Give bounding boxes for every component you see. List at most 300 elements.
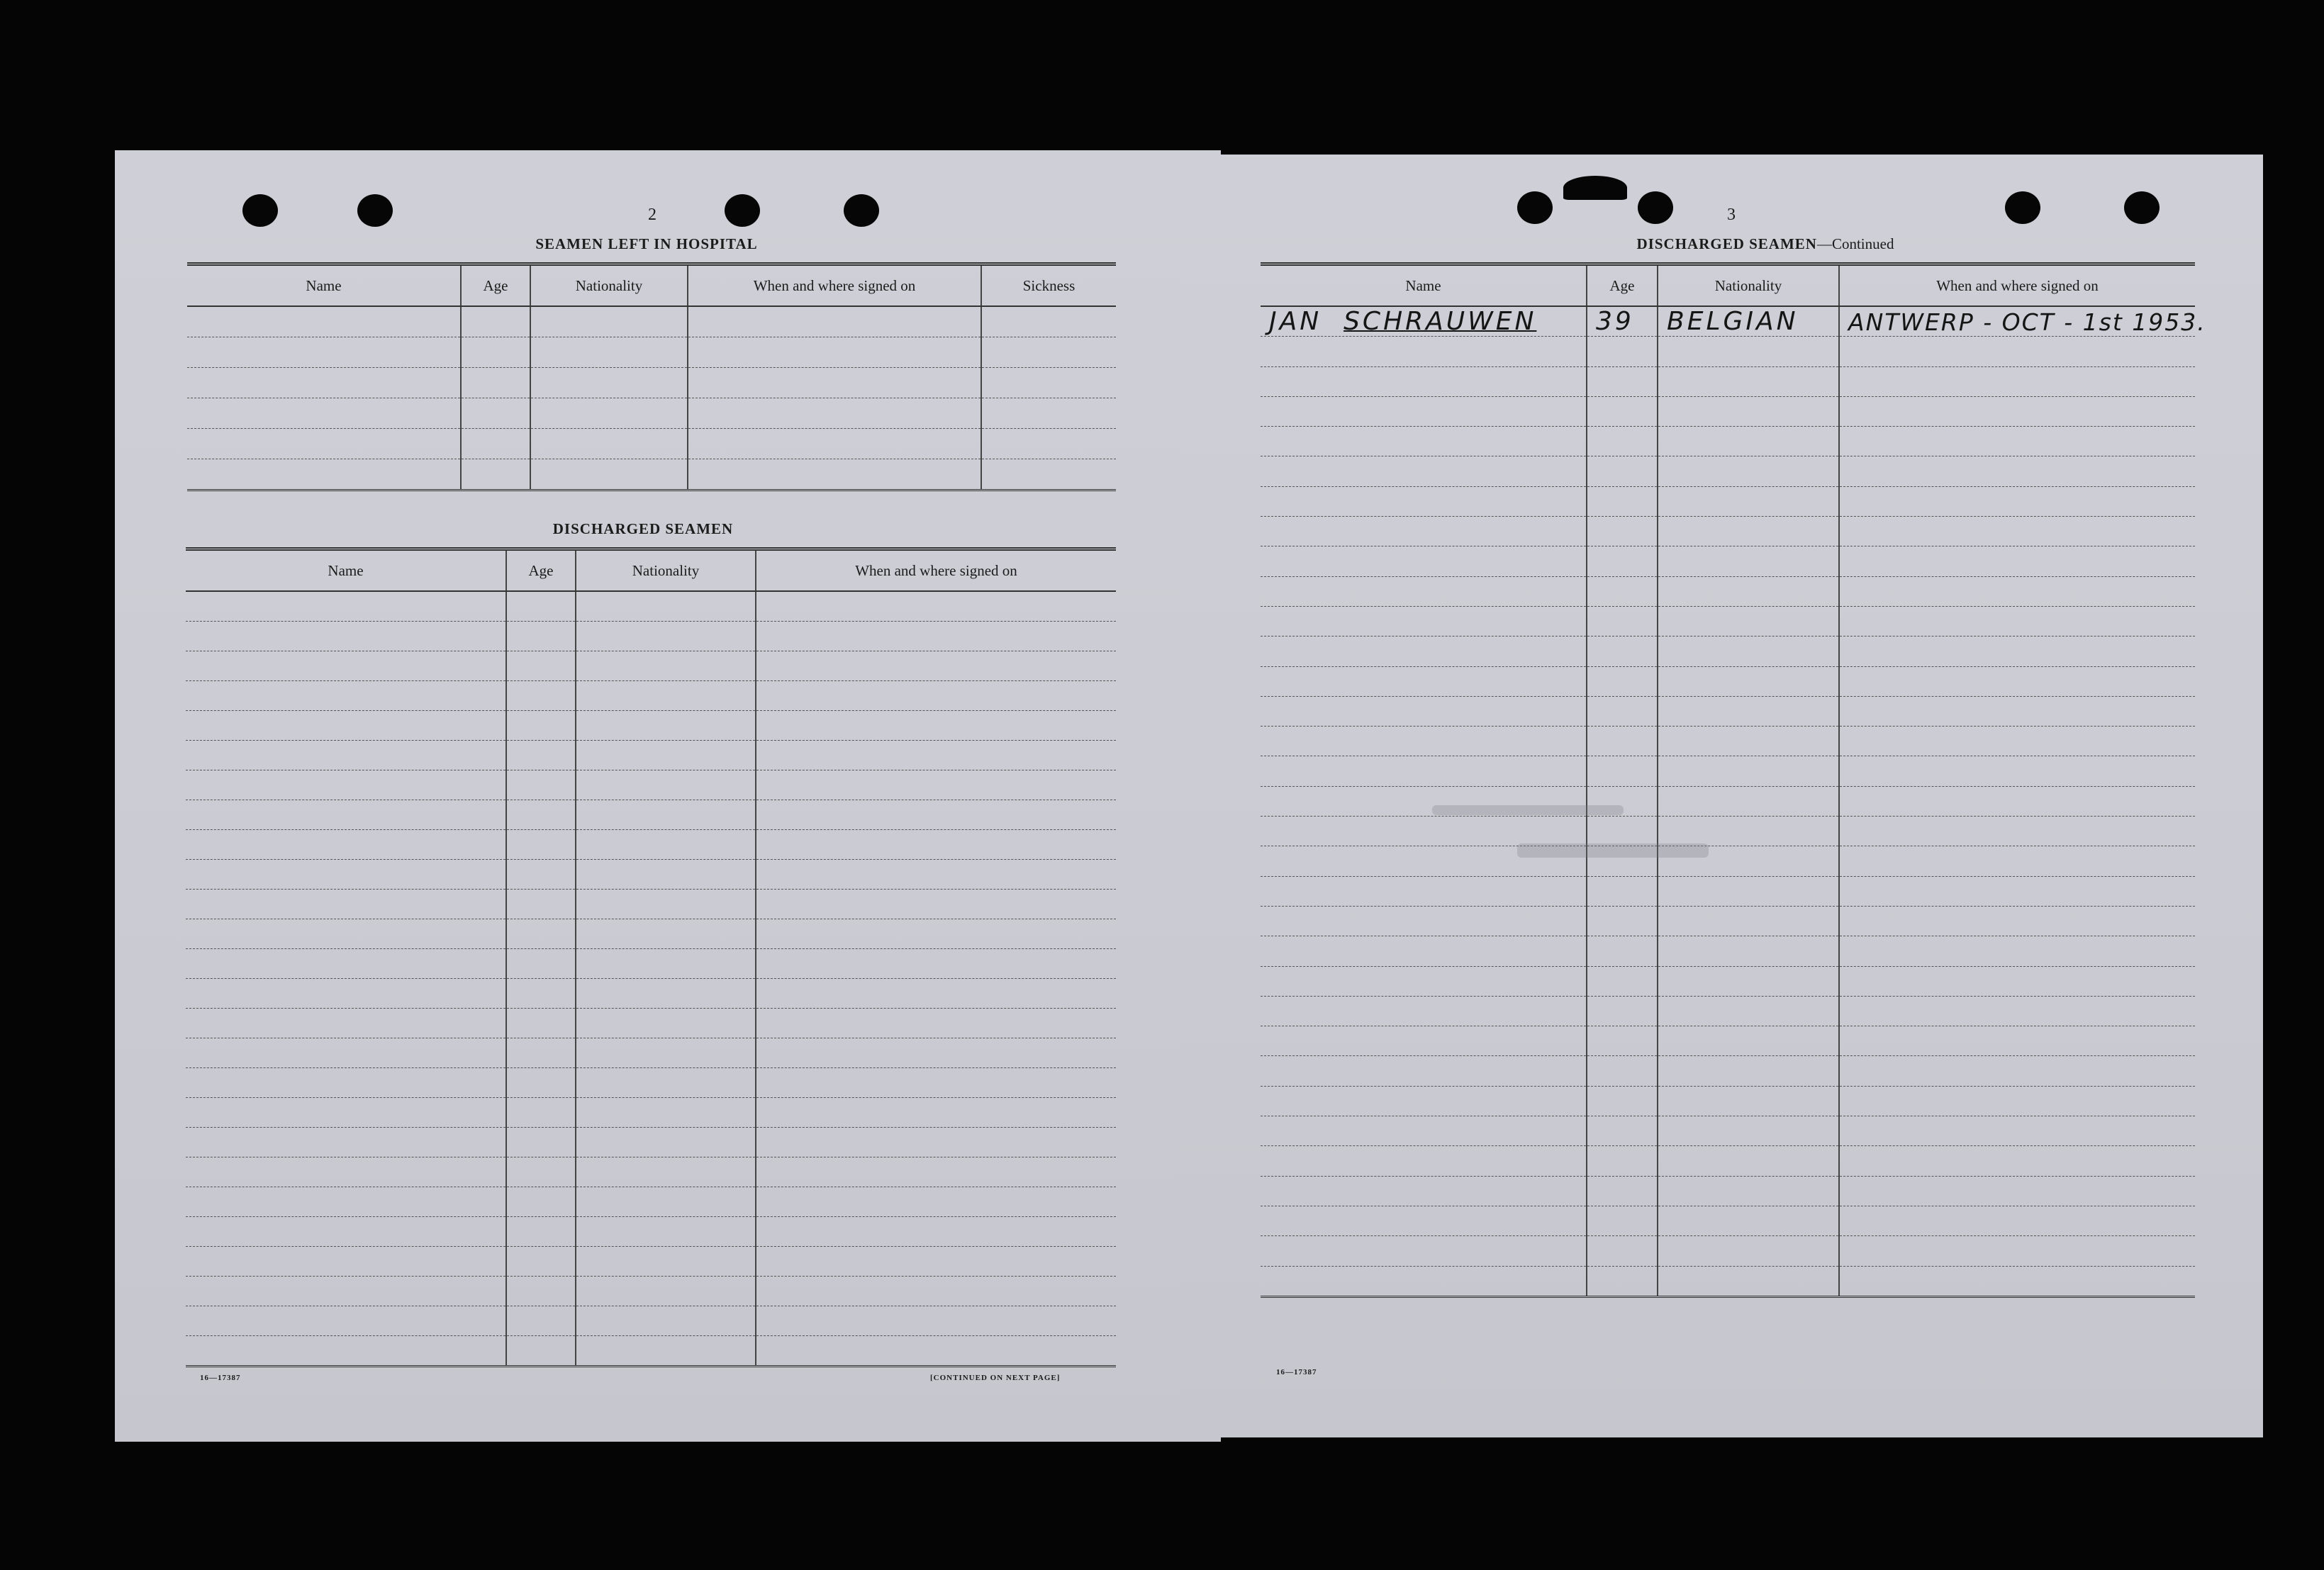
page-number: 3 — [1727, 206, 1736, 224]
table-cell — [756, 711, 1116, 741]
table-row — [186, 800, 1116, 830]
column-header-nationality: Nationality — [1658, 264, 1839, 307]
column-header-age: Age — [461, 264, 530, 307]
table-cell — [1261, 756, 1587, 786]
table-cell — [756, 591, 1116, 622]
table-cell — [576, 1336, 756, 1367]
table-cell — [1587, 666, 1658, 696]
table-cell — [1587, 396, 1658, 426]
table-cell — [1658, 936, 1839, 966]
table-row — [1261, 936, 2195, 966]
table-cell — [506, 800, 576, 830]
table-cell — [756, 979, 1116, 1009]
table-cell — [756, 1128, 1116, 1157]
table-row — [1261, 1086, 2195, 1116]
column-header-age: Age — [506, 549, 576, 592]
form-number: 16—17387 — [200, 1374, 241, 1382]
table-cell — [1587, 546, 1658, 576]
table-cell — [1839, 756, 2195, 786]
discharged-table — [186, 547, 1116, 1367]
table-cell — [576, 1068, 756, 1098]
table-cell — [1839, 1026, 2195, 1056]
table-cell — [1261, 637, 1587, 666]
table-row — [1261, 517, 2195, 546]
punch-hole — [725, 194, 760, 227]
page-number: 2 — [648, 206, 657, 224]
table-row — [186, 860, 1116, 890]
table-cell — [1658, 486, 1839, 516]
table-cell — [756, 622, 1116, 651]
column-header-signed-on: When and where signed on — [1839, 264, 2195, 307]
table-row — [1261, 456, 2195, 486]
table-cell — [756, 1098, 1116, 1128]
table-cell — [576, 860, 756, 890]
table-cell — [1658, 1026, 1839, 1056]
table-cell — [1839, 906, 2195, 936]
column-header-name: Name — [1261, 264, 1587, 307]
table-row — [1261, 606, 2195, 636]
table-cell — [576, 1009, 756, 1038]
table-row — [1261, 1236, 2195, 1266]
table-cell — [576, 1217, 756, 1247]
section-title-main: DISCHARGED SEAMEN — [1636, 235, 1817, 252]
table-cell — [1587, 1206, 1658, 1235]
table-row — [1261, 396, 2195, 426]
table-cell — [1658, 606, 1839, 636]
table-cell — [756, 890, 1116, 919]
table-cell — [186, 1217, 506, 1247]
table-cell — [1839, 1206, 2195, 1235]
table-cell — [576, 979, 756, 1009]
table-cell — [1261, 576, 1587, 606]
table-row — [186, 1187, 1116, 1217]
table-row — [1261, 546, 2195, 576]
table-row — [1261, 576, 2195, 606]
table-cell — [1658, 546, 1839, 576]
table-cell — [1587, 996, 1658, 1026]
table-cell — [1658, 1266, 1839, 1296]
table-cell — [186, 1247, 506, 1277]
table-row — [1261, 637, 2195, 666]
column-header-sickness: Sickness — [981, 264, 1116, 307]
table-cell — [1658, 1056, 1839, 1086]
first-name: JAN — [1269, 307, 1322, 337]
table-cell — [186, 1068, 506, 1098]
table-cell — [1839, 1086, 2195, 1116]
table-cell — [1587, 906, 1658, 936]
table-cell — [1587, 637, 1658, 666]
table-cell — [506, 1217, 576, 1247]
table-cell — [1261, 1026, 1587, 1056]
table-cell — [506, 1306, 576, 1336]
table-cell — [186, 919, 506, 949]
table-cell — [576, 830, 756, 860]
table-cell — [506, 1277, 576, 1306]
table-cell — [1839, 366, 2195, 396]
table-cell — [506, 830, 576, 860]
hospital-table — [187, 262, 1116, 491]
table-cell — [1839, 1176, 2195, 1206]
table-cell — [1261, 817, 1587, 846]
table-cell — [1587, 1176, 1658, 1206]
table-row — [186, 1128, 1116, 1157]
continued-note: [CONTINUED ON NEXT PAGE] — [930, 1374, 1061, 1382]
table-cell — [1839, 966, 2195, 996]
table-cell — [756, 741, 1116, 770]
table-cell — [576, 711, 756, 741]
table-cell — [506, 1038, 576, 1068]
table-cell — [1261, 1236, 1587, 1266]
table-row — [186, 1009, 1116, 1038]
table-cell — [1261, 696, 1587, 726]
table-row — [186, 770, 1116, 800]
table-row — [187, 306, 1116, 337]
table-cell — [1658, 876, 1839, 906]
column-header-age: Age — [1587, 264, 1658, 307]
table-cell — [1261, 966, 1587, 996]
table-cell — [1658, 427, 1839, 456]
table-cell — [1261, 906, 1587, 936]
table-cell — [1261, 876, 1587, 906]
table-cell — [1658, 456, 1839, 486]
table-cell — [756, 651, 1116, 681]
table-cell — [1658, 696, 1839, 726]
table-cell — [186, 1157, 506, 1187]
table-cell — [1658, 817, 1839, 846]
table-cell — [756, 770, 1116, 800]
table-cell — [506, 1009, 576, 1038]
table-cell — [1587, 456, 1658, 486]
table-row — [1261, 1026, 2195, 1056]
table-row — [186, 1336, 1116, 1367]
table-cell — [1587, 1056, 1658, 1086]
table-cell — [186, 1277, 506, 1306]
table-cell — [1839, 846, 2195, 876]
table-cell — [1261, 666, 1587, 696]
table-cell — [1839, 1116, 2195, 1146]
table-cell — [186, 770, 506, 800]
table-row — [186, 890, 1116, 919]
table-cell — [506, 860, 576, 890]
table-cell — [1839, 727, 2195, 756]
table-cell — [1839, 996, 2195, 1026]
table-cell — [186, 741, 506, 770]
table-cell — [1839, 666, 2195, 696]
table-cell — [576, 1247, 756, 1277]
table-cell — [1587, 576, 1658, 606]
torn-corner — [1563, 176, 1627, 200]
table-cell — [506, 919, 576, 949]
table-cell — [1658, 906, 1839, 936]
table-cell — [1261, 546, 1587, 576]
table-cell — [506, 741, 576, 770]
table-cell — [1587, 427, 1658, 456]
table-cell — [1261, 486, 1587, 516]
table-cell — [1658, 396, 1839, 426]
table-row — [186, 741, 1116, 770]
table-cell — [1587, 486, 1658, 516]
table-row — [1261, 996, 2195, 1026]
table-cell — [1839, 517, 2195, 546]
table-row — [186, 1068, 1116, 1098]
table-cell — [186, 1187, 506, 1217]
table-cell — [506, 681, 576, 711]
table-cell — [1261, 606, 1587, 636]
table-cell — [756, 1217, 1116, 1247]
column-header-name: Name — [186, 549, 506, 592]
table-row — [1261, 817, 2195, 846]
table-cell — [756, 1306, 1116, 1336]
table-row — [1261, 337, 2195, 366]
table-cell — [1658, 1086, 1839, 1116]
table-cell — [1587, 696, 1658, 726]
table-cell — [576, 770, 756, 800]
table-cell — [1658, 666, 1839, 696]
table-cell — [506, 1128, 576, 1157]
table-row — [1261, 906, 2195, 936]
table-cell — [1587, 817, 1658, 846]
table-cell — [1587, 337, 1658, 366]
table-row — [1261, 727, 2195, 756]
table-cell — [1587, 966, 1658, 996]
stamp-bleed — [1432, 805, 1624, 815]
table-row — [186, 919, 1116, 949]
stamp-bleed — [1517, 843, 1709, 858]
table-cell — [1261, 427, 1587, 456]
table-cell — [756, 1336, 1116, 1367]
table-cell — [186, 979, 506, 1009]
table-row — [187, 429, 1116, 459]
table-cell — [1587, 1116, 1658, 1146]
table-cell — [1587, 1266, 1658, 1296]
seaman-age: 39 — [1587, 306, 1658, 337]
table-cell — [1261, 727, 1587, 756]
table-cell — [1658, 366, 1839, 396]
table-cell — [1261, 1086, 1587, 1116]
table-cell — [1658, 576, 1839, 606]
table-cell — [576, 1187, 756, 1217]
table-cell — [1839, 576, 2195, 606]
table-cell — [576, 949, 756, 979]
table-cell — [1839, 1236, 2195, 1266]
table-cell — [506, 1187, 576, 1217]
table-row — [186, 1098, 1116, 1128]
table-cell — [756, 800, 1116, 830]
table-cell — [186, 1038, 506, 1068]
punch-hole — [242, 194, 278, 227]
table-cell — [1587, 936, 1658, 966]
table-row — [187, 459, 1116, 490]
table-cell — [1839, 427, 2195, 456]
table-cell — [1839, 486, 2195, 516]
column-header-signed-on: When and where signed on — [688, 264, 981, 307]
table-row — [186, 1306, 1116, 1336]
table-cell — [506, 979, 576, 1009]
table-cell — [1658, 966, 1839, 996]
table-cell — [576, 919, 756, 949]
table-cell — [1658, 756, 1839, 786]
table-row — [187, 368, 1116, 398]
table-row — [186, 1277, 1116, 1306]
table-cell — [756, 1157, 1116, 1187]
table-cell — [576, 890, 756, 919]
table-cell — [576, 741, 756, 770]
column-header-signed-on: When and where signed on — [756, 549, 1116, 592]
punch-hole — [844, 194, 879, 227]
table-cell — [506, 591, 576, 622]
table-cell — [186, 1336, 506, 1367]
punch-hole — [357, 194, 393, 227]
table-cell — [186, 1306, 506, 1336]
table-cell — [186, 711, 506, 741]
table-cell — [1587, 876, 1658, 906]
column-header-nationality: Nationality — [530, 264, 688, 307]
table-cell — [756, 919, 1116, 949]
table-cell — [186, 830, 506, 860]
table-cell — [186, 860, 506, 890]
table-row — [1261, 846, 2195, 876]
table-cell — [756, 860, 1116, 890]
left-page — [115, 150, 1221, 1442]
punch-hole — [2124, 191, 2160, 224]
table-cell — [1658, 1146, 1839, 1176]
table-cell — [506, 1157, 576, 1187]
table-row — [186, 591, 1116, 622]
table-cell — [1839, 817, 2195, 846]
table-cell — [1261, 396, 1587, 426]
table-cell — [1839, 876, 2195, 906]
table-cell — [506, 1247, 576, 1277]
table-row — [1261, 696, 2195, 726]
table-cell — [506, 651, 576, 681]
last-name: SCHRAUWEN — [1343, 307, 1537, 337]
table-row — [186, 1247, 1116, 1277]
table-row — [1261, 966, 2195, 996]
table-cell — [1587, 1086, 1658, 1116]
table-cell — [186, 622, 506, 651]
table-cell — [756, 1277, 1116, 1306]
table-cell — [576, 1277, 756, 1306]
table-cell — [1587, 517, 1658, 546]
punch-hole — [1638, 191, 1673, 224]
table-cell — [756, 1038, 1116, 1068]
table-cell — [756, 1068, 1116, 1098]
table-cell — [1658, 996, 1839, 1026]
table-cell — [756, 1187, 1116, 1217]
table-cell — [576, 1128, 756, 1157]
table-cell — [186, 949, 506, 979]
table-cell — [1261, 936, 1587, 966]
table-row — [186, 651, 1116, 681]
table-row — [1261, 756, 2195, 786]
table-cell — [506, 1068, 576, 1098]
table-cell — [186, 1098, 506, 1128]
table-row — [186, 681, 1116, 711]
table-cell — [506, 770, 576, 800]
table-cell — [1261, 1146, 1587, 1176]
seaman-signed-on: ANTWERP - OCT - 1st 1953. — [1839, 306, 2195, 337]
table-cell — [1587, 366, 1658, 396]
table-cell — [186, 651, 506, 681]
table-row — [186, 949, 1116, 979]
table-row — [186, 711, 1116, 741]
table-cell — [576, 681, 756, 711]
table-row — [1261, 1146, 2195, 1176]
table-cell — [1839, 606, 2195, 636]
table-row — [1261, 486, 2195, 516]
table-cell — [1261, 1056, 1587, 1086]
table-cell — [1839, 696, 2195, 726]
table-cell — [1839, 456, 2195, 486]
table-row — [186, 979, 1116, 1009]
table-row — [186, 1217, 1116, 1247]
section-title-suffix: —Continued — [1816, 235, 1894, 252]
punch-hole — [1517, 191, 1553, 224]
table-row — [1261, 1176, 2195, 1206]
table-cell — [1658, 1206, 1839, 1235]
punch-hole — [2005, 191, 2040, 224]
table-cell — [1261, 1116, 1587, 1146]
table-cell — [1658, 1236, 1839, 1266]
table-cell — [1587, 756, 1658, 786]
table-cell — [1839, 786, 2195, 816]
table-cell — [576, 1157, 756, 1187]
table-cell — [1587, 1026, 1658, 1056]
table-cell — [506, 1098, 576, 1128]
table-cell — [1261, 996, 1587, 1026]
table-cell — [576, 622, 756, 651]
table-row — [186, 622, 1116, 651]
table-cell — [1839, 1146, 2195, 1176]
table-cell — [186, 591, 506, 622]
table-cell — [1658, 1116, 1839, 1146]
table-cell — [576, 1098, 756, 1128]
seaman-name — [1261, 306, 1587, 337]
table-cell — [1658, 337, 1839, 366]
table-cell — [576, 1306, 756, 1336]
table-cell — [506, 711, 576, 741]
table-cell — [1261, 456, 1587, 486]
table-cell — [1587, 1146, 1658, 1176]
table-row — [187, 398, 1116, 429]
table-cell — [756, 681, 1116, 711]
table-row — [186, 1038, 1116, 1068]
table-cell — [756, 1009, 1116, 1038]
table-row — [187, 337, 1116, 368]
table-row — [1261, 366, 2195, 396]
table-cell — [576, 800, 756, 830]
table-cell — [1587, 606, 1658, 636]
table-cell — [1839, 637, 2195, 666]
table-cell — [576, 651, 756, 681]
table-cell — [576, 591, 756, 622]
hospital-section-title: SEAMEN LEFT IN HOSPITAL — [535, 235, 758, 252]
table-cell — [1658, 786, 1839, 816]
table-cell — [756, 1247, 1116, 1277]
table-cell — [1658, 637, 1839, 666]
table-cell — [506, 949, 576, 979]
table-row — [1261, 306, 2195, 337]
table-cell — [1839, 337, 2195, 366]
table-cell — [1261, 366, 1587, 396]
table-row — [186, 830, 1116, 860]
table-cell — [186, 681, 506, 711]
table-cell — [1261, 1266, 1587, 1296]
table-cell — [186, 890, 506, 919]
table-cell — [1839, 546, 2195, 576]
table-row — [1261, 1266, 2195, 1296]
table-cell — [1261, 1176, 1587, 1206]
